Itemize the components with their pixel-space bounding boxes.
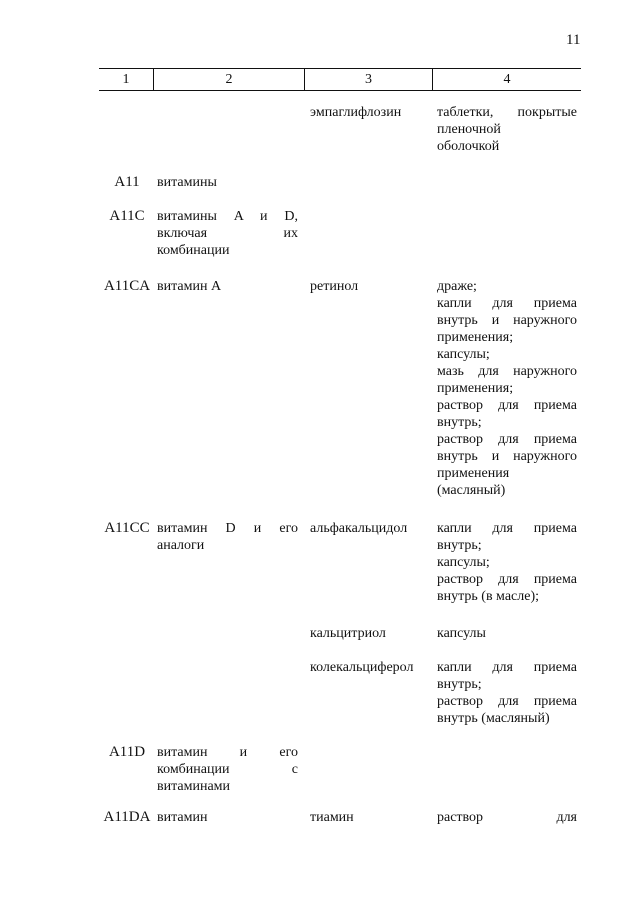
atc-code: A11DA — [103, 809, 151, 825]
group-name — [157, 278, 298, 295]
group-name-line: витаминами — [157, 779, 231, 794]
dosage-forms — [437, 625, 577, 642]
dosage-form-line: применения — [437, 466, 510, 481]
dosage-form-line: капсулы; — [437, 347, 490, 362]
dosage-form-line: внутрь (в масле); — [437, 589, 539, 604]
group-name-line: включая их — [157, 226, 298, 241]
dosage-form-line: внутрь (масляный) — [437, 711, 550, 726]
dosage-form-line: применения; — [437, 381, 514, 396]
table-header — [99, 68, 581, 91]
group-name-line: витамин и его — [157, 745, 298, 760]
substance-name: колекальциферол — [310, 660, 414, 675]
dosage-form-line: (масляный) — [437, 483, 506, 498]
group-name-line: комбинации — [157, 243, 230, 258]
group-name-line: аналоги — [157, 538, 205, 553]
dosage-form-line: оболочкой — [437, 139, 500, 154]
dosage-form-line: применения; — [437, 330, 514, 345]
group-name-line: витамины — [157, 175, 217, 190]
group-name-line: витамины A и D, — [157, 209, 298, 224]
substance-name: альфакальцидол — [310, 521, 408, 536]
substance-name: ретинол — [310, 279, 359, 294]
dosage-form-line: внутрь; — [437, 415, 482, 430]
group-name — [157, 208, 298, 259]
group-name — [157, 174, 298, 191]
dosage-forms — [437, 659, 577, 727]
atc-code: A11CC — [104, 520, 150, 536]
header-col-2: 2 — [153, 69, 304, 90]
group-name-line: витамин D и его — [157, 521, 298, 536]
group-name — [157, 520, 298, 554]
atc-code: A11CA — [103, 278, 151, 294]
dosage-form-line: раствор для приема — [437, 694, 577, 709]
header-col-4: 4 — [432, 69, 581, 90]
dosage-form-line: внутрь и наружного — [437, 449, 577, 464]
group-name-line: витамин A — [157, 279, 222, 294]
dosage-form-line: капли для приема — [437, 521, 577, 536]
dosage-form-line: капсулы; — [437, 555, 490, 570]
dosage-form-line: капсулы — [437, 626, 486, 641]
dosage-forms — [437, 520, 577, 605]
dosage-forms — [437, 104, 577, 155]
dosage-form-line: внутрь; — [437, 677, 482, 692]
dosage-form-line: раствор для приема — [437, 398, 577, 413]
atc-code: A11D — [108, 744, 146, 760]
header-col-1: 1 — [122, 71, 130, 87]
group-name — [157, 744, 298, 795]
page-number: 11 — [566, 32, 581, 48]
dosage-form-line: капли для приема — [437, 660, 577, 675]
group-name-line: комбинации с — [157, 762, 298, 777]
dosage-form-line: внутрь; — [437, 538, 482, 553]
dosage-forms — [437, 278, 577, 499]
dosage-form-line: раствор для приема — [437, 432, 577, 447]
substance-name: эмпаглифлозин — [310, 105, 402, 120]
dosage-forms — [437, 809, 577, 826]
dosage-form-line: внутрь и наружного — [437, 313, 577, 328]
dosage-form-line: таблетки, покрытые — [437, 105, 577, 120]
substance-name: кальцитриол — [310, 626, 386, 641]
dosage-form-line: раствор для приема — [437, 572, 577, 587]
atc-code: A11 — [114, 174, 140, 190]
group-name — [157, 809, 298, 826]
header-col-3: 3 — [304, 69, 432, 90]
dosage-form-line: драже; — [437, 279, 477, 294]
atc-code: A11C — [109, 208, 145, 224]
dosage-form-line: раствор для — [437, 810, 577, 825]
substance-name: тиамин — [310, 810, 354, 825]
dosage-form-line: капли для приема — [437, 296, 577, 311]
dosage-form-line: пленочной — [437, 122, 501, 137]
group-name-line: витамин — [157, 810, 208, 825]
dosage-form-line: мазь для наружного — [437, 364, 577, 379]
